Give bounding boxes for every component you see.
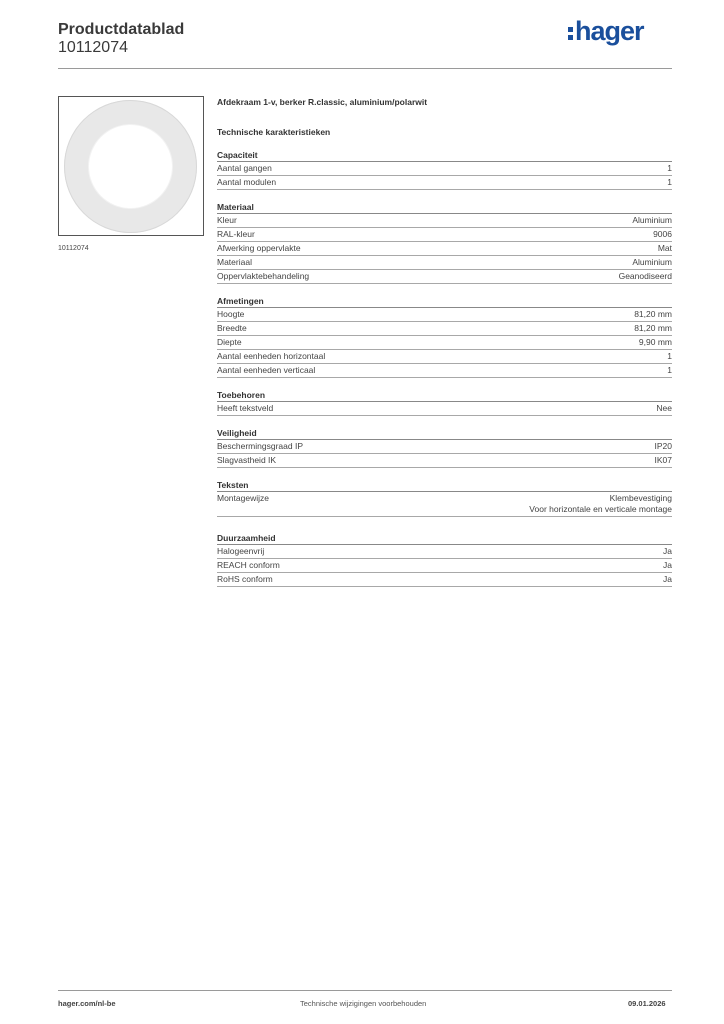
spec-label: Oppervlaktebehandeling: [217, 271, 310, 281]
spec-label: Halogeenvrij: [217, 546, 265, 556]
section-title: Materiaal: [217, 201, 672, 214]
spec-content: [217, 96, 672, 587]
spec-row: [217, 162, 672, 176]
spec-row: [217, 573, 672, 587]
spec-value: 81,20 mm: [634, 309, 672, 319]
spec-row: [217, 256, 672, 270]
spec-value: Geanodiseerd: [618, 271, 672, 281]
logo-dots-icon: [568, 24, 573, 40]
footer-divider: [58, 990, 672, 991]
tech-heading: Technische karakteristieken: [217, 127, 331, 137]
spec-label: Kleur: [217, 215, 237, 225]
spec-value: Aluminium: [632, 257, 672, 267]
spec-value: Ja: [663, 546, 672, 556]
spec-value: 81,20 mm: [634, 323, 672, 333]
spec-value: 9,90 mm: [638, 337, 672, 347]
spec-row: [217, 176, 672, 190]
spec-label: RAL-kleur: [217, 229, 255, 239]
spec-row: [217, 228, 672, 242]
footer-date: 09.01.2026: [628, 999, 666, 1008]
section-toebehoren: [217, 389, 672, 416]
spec-label: REACH conform: [217, 560, 280, 570]
image-caption: 10112074: [58, 245, 89, 252]
spec-label: Slagvastheid IK: [217, 455, 277, 465]
spec-row: [217, 364, 672, 378]
spec-value: 1: [667, 351, 672, 361]
product-number: 10112074: [58, 39, 128, 56]
section-capaciteit: [217, 149, 672, 190]
section-title: Veiligheid: [217, 427, 672, 440]
spec-label: Aantal modulen: [217, 177, 277, 187]
spec-row: [217, 350, 672, 364]
spec-value: 1: [667, 365, 672, 375]
footer-website-link[interactable]: hager.com/nl-be: [58, 999, 116, 1008]
spec-label: Hoogte: [217, 309, 245, 319]
spec-value: [529, 493, 672, 515]
spec-value: 1: [667, 163, 672, 173]
spec-row: [217, 242, 672, 256]
frame-ring-icon: [64, 100, 197, 233]
section-title: Teksten: [217, 479, 672, 492]
product-image: [58, 96, 204, 236]
product-title: Afdekraam 1-v, berker R.classic, aluminium/polarwit: [217, 97, 428, 107]
spec-row: [217, 322, 672, 336]
section-title: Duurzaamheid: [217, 532, 672, 545]
spec-value: Ja: [663, 574, 672, 584]
spec-label: Aantal eenheden verticaal: [217, 365, 316, 375]
spec-label: RoHS conform: [217, 574, 273, 584]
section-teksten: [217, 479, 672, 517]
spec-value: Aluminium: [632, 215, 672, 225]
section-title: Toebehoren: [217, 389, 672, 402]
spec-row: [217, 336, 672, 350]
spec-row: [217, 214, 672, 228]
section-materiaal: [217, 201, 672, 284]
footer-disclaimer: Technische wijzigingen voorbehouden: [300, 999, 427, 1008]
section-afmetingen: [217, 295, 672, 378]
spec-label: Beschermingsgraad IP: [217, 441, 303, 451]
logo-text: hager: [575, 16, 644, 46]
spec-label: Diepte: [217, 337, 242, 347]
spec-label: Materiaal: [217, 257, 252, 267]
spec-label: Aantal gangen: [217, 163, 272, 173]
spec-value: Ja: [663, 560, 672, 570]
spec-label: Aantal eenheden horizontaal: [217, 351, 326, 361]
spec-value: Mat: [657, 243, 672, 253]
spec-row: [217, 545, 672, 559]
spec-row: [217, 559, 672, 573]
section-veiligheid: [217, 427, 672, 468]
spec-row: [217, 308, 672, 322]
page-title: Productdatablad: [58, 21, 185, 38]
header-divider: [58, 68, 672, 69]
spec-row: [217, 492, 672, 517]
section-title: Capaciteit: [217, 149, 672, 162]
spec-row: [217, 402, 672, 416]
spec-label: Heeft tekstveld: [217, 403, 274, 413]
spec-value: IP20: [654, 441, 672, 451]
hager-logo: [568, 16, 644, 47]
spec-value: 9006: [653, 229, 672, 239]
spec-row: [217, 270, 672, 284]
spec-value: 1: [667, 177, 672, 187]
section-duurzaamheid: [217, 532, 672, 587]
spec-value-line: Voor horizontale en verticale montage: [529, 504, 672, 514]
spec-row: [217, 454, 672, 468]
spec-label: Afwerking oppervlakte: [217, 243, 301, 253]
spec-value-line: Klembevestiging: [609, 493, 672, 503]
spec-row: [217, 440, 672, 454]
spec-value: Nee: [656, 403, 672, 413]
spec-label: Breedte: [217, 323, 247, 333]
spec-label: Montagewijze: [217, 493, 269, 503]
spec-value: IK07: [654, 455, 672, 465]
section-title: Afmetingen: [217, 295, 672, 308]
